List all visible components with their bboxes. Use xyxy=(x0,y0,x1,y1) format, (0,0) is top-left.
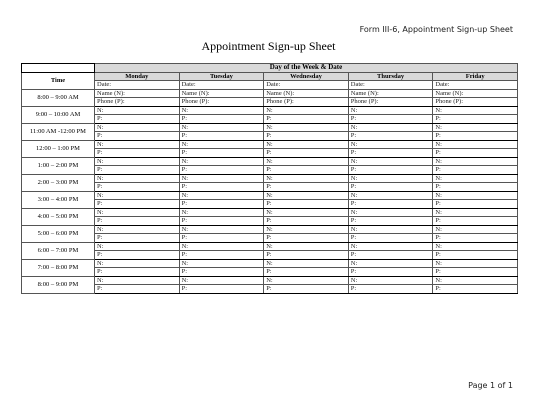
phone-field-monday[interactable]: P: xyxy=(95,200,180,209)
signup-table xyxy=(21,63,518,294)
name-field-friday[interactable]: N: xyxy=(433,106,518,115)
name-field-tuesday[interactable]: N: xyxy=(179,140,264,149)
form-id: Form III-6, Appointment Sign-up Sheet xyxy=(359,25,513,34)
phone-field-wednesday[interactable]: Phone (P): xyxy=(264,98,349,107)
time-slot-label: 2:00 – 3:00 PM xyxy=(22,174,95,191)
name-field-friday[interactable]: N: xyxy=(433,140,518,149)
phone-field-tuesday[interactable]: P: xyxy=(179,285,264,294)
phone-field-wednesday[interactable]: P: xyxy=(264,132,349,141)
name-field-tuesday[interactable]: N: xyxy=(179,191,264,200)
page-title: Appointment Sign-up Sheet xyxy=(201,39,336,53)
time-slot-label: 5:00 – 6:00 PM xyxy=(22,225,95,242)
name-field-monday[interactable]: N: xyxy=(95,276,180,285)
phone-field-tuesday[interactable]: P: xyxy=(179,166,264,175)
name-field-wednesday[interactable]: N: xyxy=(264,259,349,268)
name-field-tuesday[interactable]: N: xyxy=(179,259,264,268)
name-field-thursday[interactable]: N: xyxy=(348,191,433,200)
date-field-tuesday[interactable]: Date: xyxy=(179,81,264,90)
name-field-monday[interactable]: N: xyxy=(95,242,180,251)
slot-row-phone xyxy=(22,132,518,141)
phone-field-friday[interactable]: P: xyxy=(433,115,518,124)
slot-row xyxy=(22,242,518,251)
name-field-tuesday[interactable]: N: xyxy=(179,242,264,251)
name-field-friday[interactable]: N: xyxy=(433,259,518,268)
name-field-tuesday[interactable]: N: xyxy=(179,157,264,166)
time-slot-label: 4:00 – 5:00 PM xyxy=(22,208,95,225)
name-field-tuesday[interactable]: N: xyxy=(179,174,264,183)
slot-row xyxy=(22,140,518,149)
name-field-friday[interactable]: N: xyxy=(433,276,518,285)
phone-field-thursday[interactable]: P: xyxy=(348,217,433,226)
phone-field-friday[interactable]: P: xyxy=(433,285,518,294)
slot-row xyxy=(22,225,518,234)
phone-field-thursday[interactable]: P: xyxy=(348,183,433,192)
name-field-wednesday[interactable]: N: xyxy=(264,140,349,149)
slot-row-phone xyxy=(22,268,518,277)
name-field-thursday[interactable]: N: xyxy=(348,208,433,217)
phone-field-tuesday[interactable]: P: xyxy=(179,200,264,209)
slot-row xyxy=(22,208,518,217)
date-field-friday[interactable]: Date: xyxy=(433,81,518,90)
name-field-thursday[interactable]: N: xyxy=(348,276,433,285)
name-field-wednesday[interactable]: N: xyxy=(264,225,349,234)
phone-field-tuesday[interactable]: P: xyxy=(179,234,264,243)
name-field-monday[interactable]: N: xyxy=(95,157,180,166)
phone-field-tuesday[interactable]: Phone (P): xyxy=(179,98,264,107)
name-field-wednesday[interactable]: N: xyxy=(264,106,349,115)
slot-row-phone xyxy=(22,234,518,243)
name-field-monday[interactable]: N: xyxy=(95,140,180,149)
slot-row-phone xyxy=(22,285,518,294)
slot-row-phone xyxy=(22,98,518,107)
phone-field-thursday[interactable]: Phone (P): xyxy=(348,98,433,107)
name-field-wednesday[interactable]: N: xyxy=(264,242,349,251)
slot-row xyxy=(22,89,518,98)
phone-field-friday[interactable]: P: xyxy=(433,251,518,260)
time-slot-label: 8:00 – 9:00 PM xyxy=(22,276,95,293)
phone-field-thursday[interactable]: P: xyxy=(348,149,433,158)
phone-field-friday[interactable]: P: xyxy=(433,217,518,226)
phone-field-wednesday[interactable]: P: xyxy=(264,200,349,209)
name-field-wednesday[interactable]: N: xyxy=(264,174,349,183)
phone-field-wednesday[interactable]: P: xyxy=(264,234,349,243)
phone-field-monday[interactable]: P: xyxy=(95,149,180,158)
phone-field-tuesday[interactable]: P: xyxy=(179,183,264,192)
phone-field-tuesday[interactable]: P: xyxy=(179,251,264,260)
slot-row-phone xyxy=(22,166,518,175)
name-field-monday[interactable]: N: xyxy=(95,123,180,132)
name-field-thursday[interactable]: N: xyxy=(348,123,433,132)
corner-cell xyxy=(22,64,95,73)
phone-field-friday[interactable]: P: xyxy=(433,132,518,141)
slot-row-phone xyxy=(22,200,518,209)
name-field-friday[interactable]: N: xyxy=(433,191,518,200)
slot-row xyxy=(22,259,518,268)
day-header-tuesday: Tuesday xyxy=(179,72,264,81)
phone-field-wednesday[interactable]: P: xyxy=(264,285,349,294)
phone-field-thursday[interactable]: P: xyxy=(348,234,433,243)
name-field-friday[interactable]: N: xyxy=(433,174,518,183)
slot-row xyxy=(22,191,518,200)
slot-row-phone xyxy=(22,115,518,124)
phone-field-friday[interactable]: P: xyxy=(433,200,518,209)
phone-field-friday[interactable]: Phone (P): xyxy=(433,98,518,107)
name-field-wednesday[interactable]: N: xyxy=(264,191,349,200)
phone-field-tuesday[interactable]: P: xyxy=(179,132,264,141)
name-field-thursday[interactable]: Name (N): xyxy=(348,89,433,98)
name-field-thursday[interactable]: N: xyxy=(348,259,433,268)
name-field-friday[interactable]: N: xyxy=(433,157,518,166)
phone-field-thursday[interactable]: P: xyxy=(348,285,433,294)
phone-field-friday[interactable]: P: xyxy=(433,149,518,158)
name-field-monday[interactable]: Name (N): xyxy=(95,89,180,98)
name-field-wednesday[interactable]: N: xyxy=(264,208,349,217)
slot-row-phone xyxy=(22,183,518,192)
phone-field-thursday[interactable]: P: xyxy=(348,132,433,141)
day-header-thursday: Thursday xyxy=(348,72,433,81)
name-field-wednesday[interactable]: N: xyxy=(264,123,349,132)
time-slot-label: 6:00 – 7:00 PM xyxy=(22,242,95,259)
phone-field-monday[interactable]: P: xyxy=(95,132,180,141)
name-field-tuesday[interactable]: N: xyxy=(179,225,264,234)
name-field-thursday[interactable]: N: xyxy=(348,225,433,234)
name-field-friday[interactable]: N: xyxy=(433,123,518,132)
slot-row-phone xyxy=(22,149,518,158)
day-header-wednesday: Wednesday xyxy=(264,72,349,81)
slot-row-phone xyxy=(22,217,518,226)
phone-field-tuesday[interactable]: P: xyxy=(179,217,264,226)
phone-field-monday[interactable]: P: xyxy=(95,183,180,192)
slot-row xyxy=(22,106,518,115)
day-header-friday: Friday xyxy=(433,72,518,81)
name-field-thursday[interactable]: N: xyxy=(348,140,433,149)
name-field-friday[interactable]: Name (N): xyxy=(433,89,518,98)
name-field-monday[interactable]: N: xyxy=(95,106,180,115)
time-slot-label: 8:00 – 9:00 AM xyxy=(22,89,95,106)
phone-field-monday[interactable]: P: xyxy=(95,166,180,175)
time-header: Time xyxy=(22,72,95,89)
name-field-tuesday[interactable]: N: xyxy=(179,208,264,217)
name-field-friday[interactable]: N: xyxy=(433,208,518,217)
name-field-monday[interactable]: N: xyxy=(95,259,180,268)
phone-field-tuesday[interactable]: P: xyxy=(179,268,264,277)
name-field-wednesday[interactable]: N: xyxy=(264,157,349,166)
name-field-tuesday[interactable]: Name (N): xyxy=(179,89,264,98)
time-slot-label: 3:00 – 4:00 PM xyxy=(22,191,95,208)
slot-row-phone xyxy=(22,251,518,260)
page-number: Page 1 of 1 xyxy=(468,381,513,390)
name-field-tuesday[interactable]: N: xyxy=(179,123,264,132)
slot-row xyxy=(22,123,518,132)
phone-field-tuesday[interactable]: P: xyxy=(179,115,264,124)
slot-row xyxy=(22,174,518,183)
phone-field-tuesday[interactable]: P: xyxy=(179,149,264,158)
name-field-monday[interactable]: N: xyxy=(95,191,180,200)
phone-field-thursday[interactable]: P: xyxy=(348,166,433,175)
date-field-monday[interactable]: Date: xyxy=(95,81,180,90)
phone-field-wednesday[interactable]: P: xyxy=(264,251,349,260)
name-field-monday[interactable]: N: xyxy=(95,225,180,234)
phone-field-wednesday[interactable]: P: xyxy=(264,217,349,226)
slot-row xyxy=(22,157,518,166)
slot-row xyxy=(22,276,518,285)
phone-field-monday[interactable]: P: xyxy=(95,115,180,124)
date-field-wednesday[interactable]: Date: xyxy=(264,81,349,90)
name-field-tuesday[interactable]: N: xyxy=(179,106,264,115)
phone-field-monday[interactable]: P: xyxy=(95,268,180,277)
phone-field-friday[interactable]: P: xyxy=(433,183,518,192)
phone-field-thursday[interactable]: P: xyxy=(348,115,433,124)
phone-field-thursday[interactable]: P: xyxy=(348,268,433,277)
name-field-thursday[interactable]: N: xyxy=(348,157,433,166)
group-header: Day of the Week & Date xyxy=(95,64,518,73)
name-field-thursday[interactable]: N: xyxy=(348,174,433,183)
phone-field-monday[interactable]: P: xyxy=(95,285,180,294)
phone-field-wednesday[interactable]: P: xyxy=(264,183,349,192)
name-field-thursday[interactable]: N: xyxy=(348,106,433,115)
phone-field-friday[interactable]: P: xyxy=(433,234,518,243)
phone-field-wednesday[interactable]: P: xyxy=(264,149,349,158)
day-header-monday: Monday xyxy=(95,72,180,81)
phone-field-wednesday[interactable]: P: xyxy=(264,268,349,277)
name-field-wednesday[interactable]: N: xyxy=(264,276,349,285)
name-field-friday[interactable]: N: xyxy=(433,242,518,251)
phone-field-monday[interactable]: Phone (P): xyxy=(95,98,180,107)
slot-rows xyxy=(22,89,518,293)
phone-field-friday[interactable]: P: xyxy=(433,268,518,277)
name-field-monday[interactable]: N: xyxy=(95,208,180,217)
time-slot-label: 7:00 – 8:00 PM xyxy=(22,259,95,276)
name-field-monday[interactable]: N: xyxy=(95,174,180,183)
name-field-friday[interactable]: N: xyxy=(433,225,518,234)
phone-field-friday[interactable]: P: xyxy=(433,166,518,175)
date-field-thursday[interactable]: Date: xyxy=(348,81,433,90)
phone-field-monday[interactable]: P: xyxy=(95,234,180,243)
time-slot-label: 9:00 – 10:00 AM xyxy=(22,106,95,123)
phone-field-thursday[interactable]: P: xyxy=(348,251,433,260)
phone-field-monday[interactable]: P: xyxy=(95,217,180,226)
phone-field-thursday[interactable]: P: xyxy=(348,200,433,209)
time-slot-label: 12:00 – 1:00 PM xyxy=(22,140,95,157)
name-field-wednesday[interactable]: Name (N): xyxy=(264,89,349,98)
name-field-tuesday[interactable]: N: xyxy=(179,276,264,285)
phone-field-wednesday[interactable]: P: xyxy=(264,166,349,175)
phone-field-wednesday[interactable]: P: xyxy=(264,115,349,124)
time-slot-label: 1:00 – 2:00 PM xyxy=(22,157,95,174)
time-slot-label: 11:00 AM -12:00 PM xyxy=(22,123,95,140)
phone-field-monday[interactable]: P: xyxy=(95,251,180,260)
name-field-thursday[interactable]: N: xyxy=(348,242,433,251)
